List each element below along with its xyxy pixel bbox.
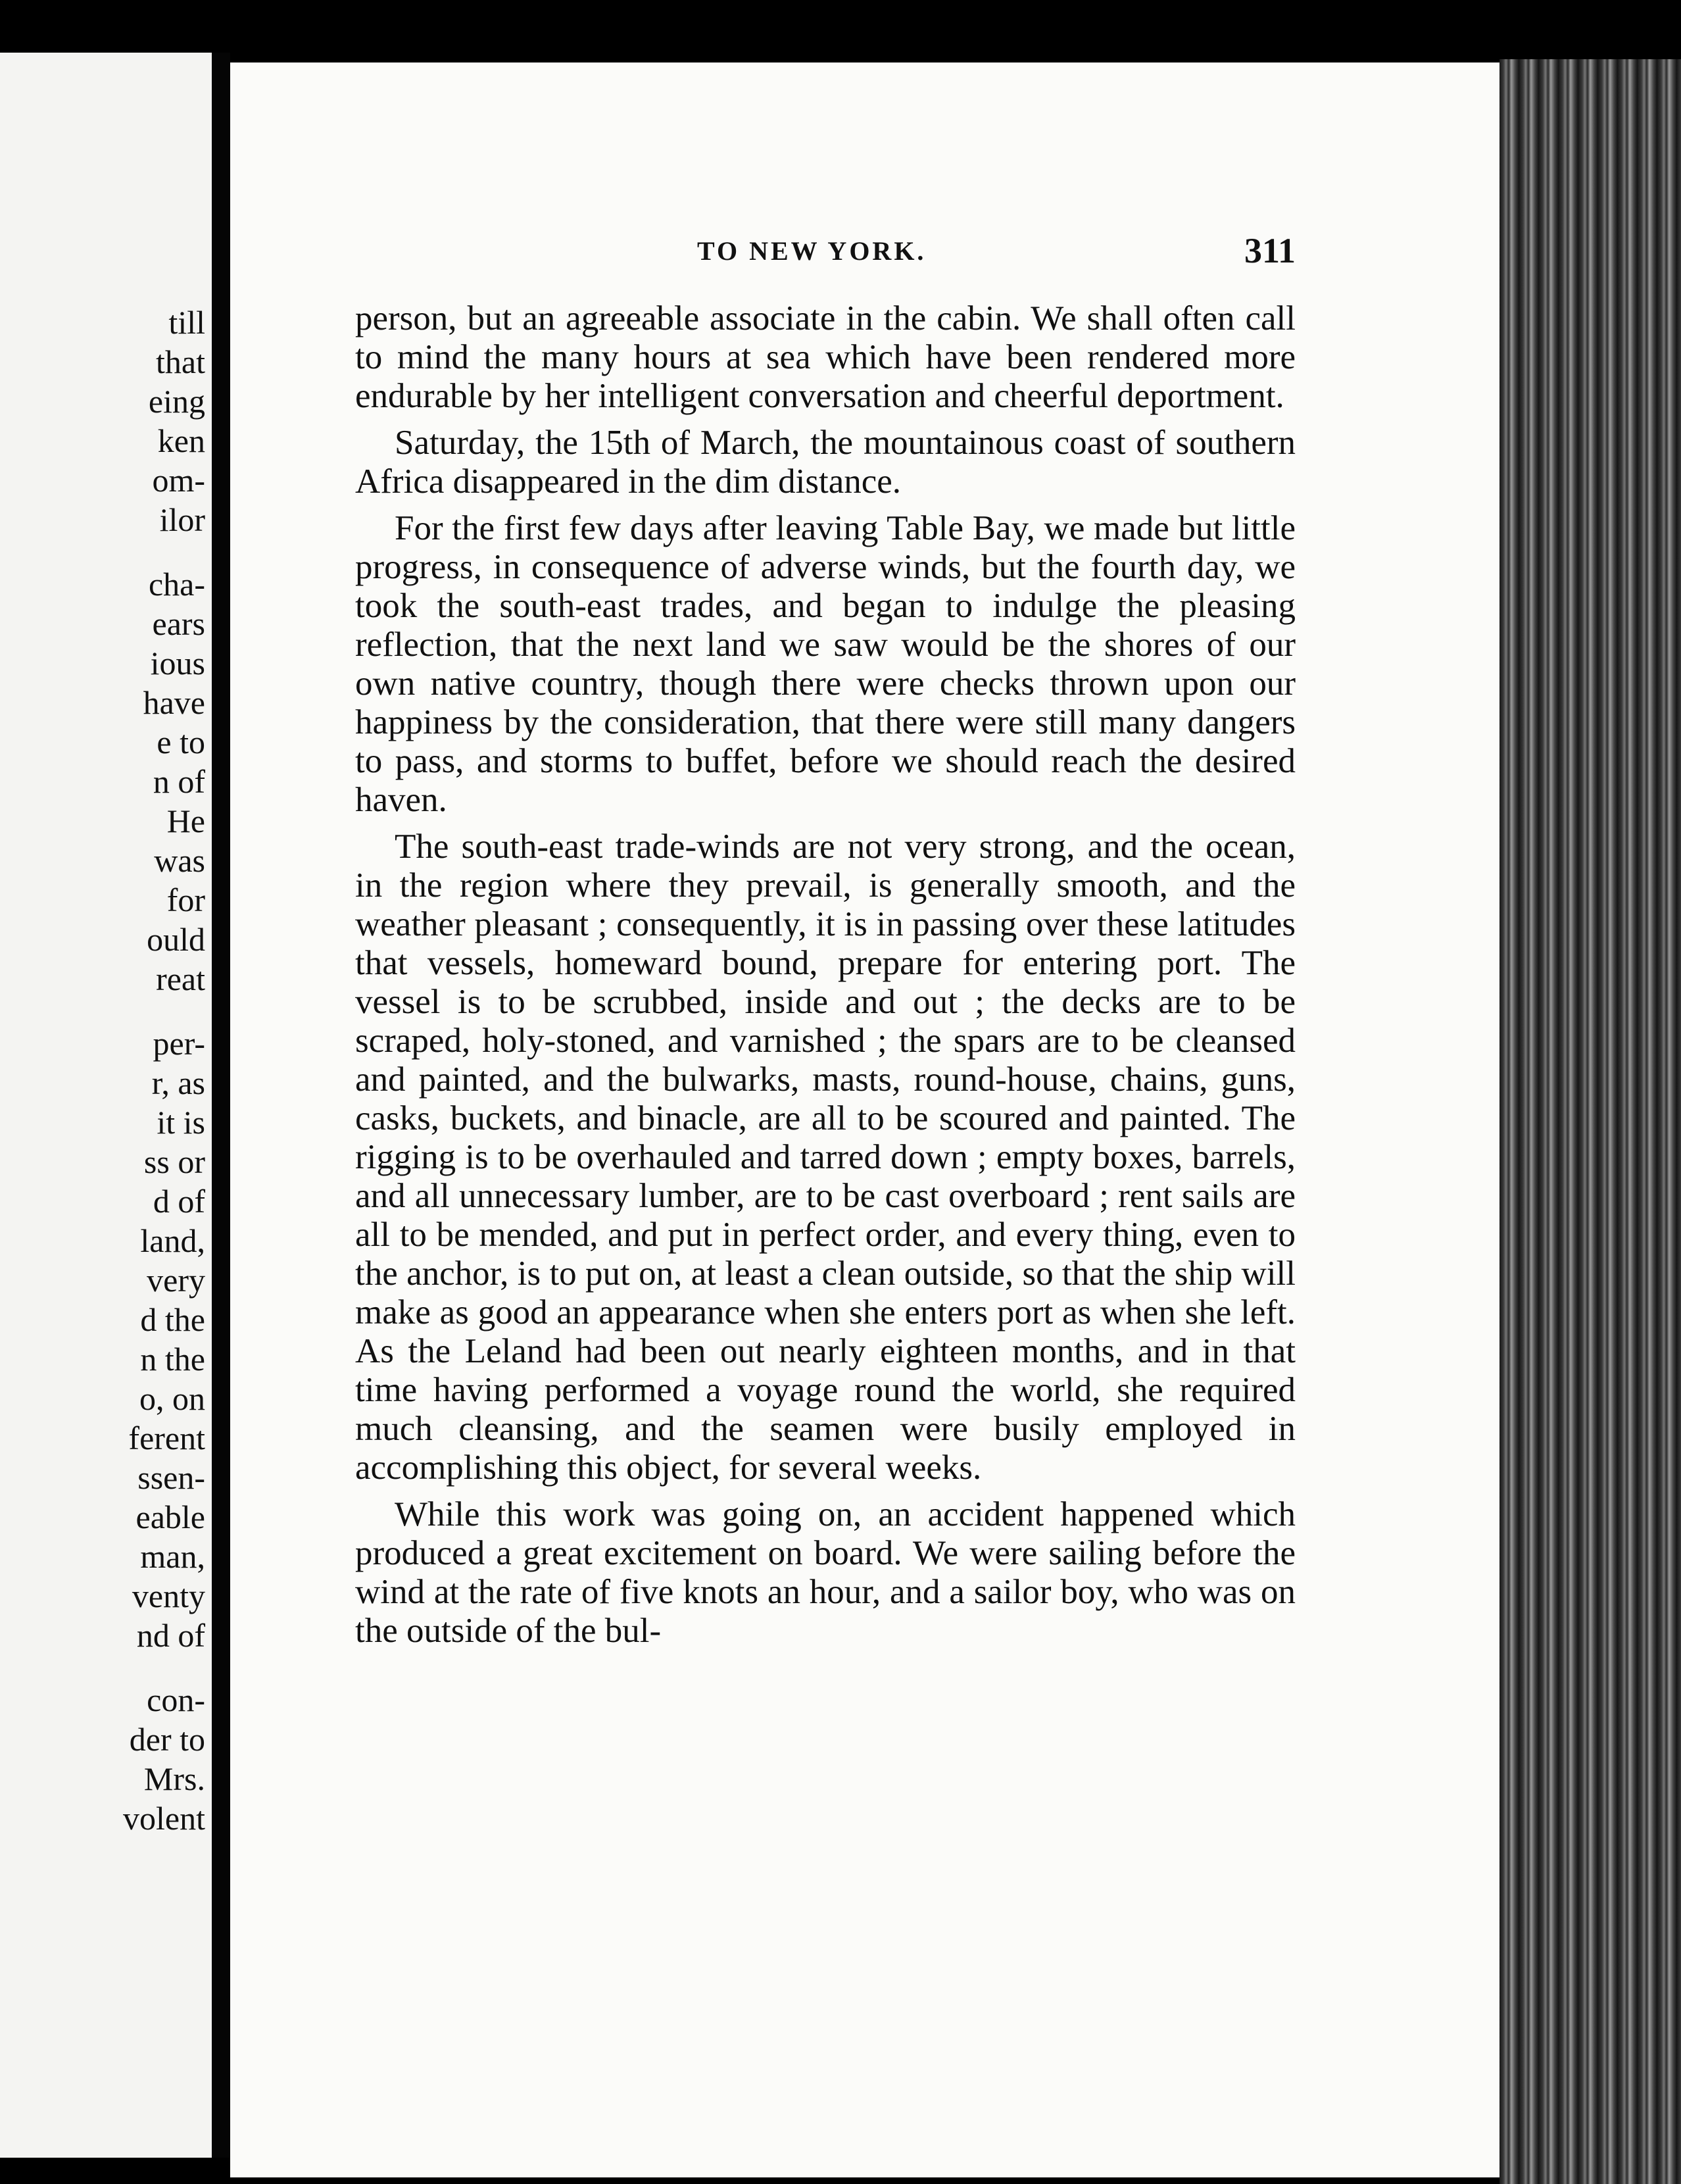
left-page-fragment: venty — [132, 1577, 205, 1614]
left-page-fragment: cha- — [148, 566, 205, 603]
left-page-fragment: eable — [135, 1499, 205, 1535]
left-page-fragment: ould — [147, 921, 205, 958]
page-edge — [1499, 59, 1681, 2184]
page-number: 311 — [1244, 231, 1296, 270]
left-page-fragment: ss or — [143, 1143, 205, 1180]
left-page-fragment: reat — [156, 960, 205, 997]
left-page-fragment: it is — [157, 1104, 205, 1141]
left-page-fragment: o, on — [139, 1380, 205, 1417]
left-page-fragment: ears — [152, 605, 205, 642]
left-page-fragment: om- — [152, 462, 205, 499]
left-page-fragment: ken — [157, 422, 205, 459]
paragraph: The south-east trade-winds are not very strong, and the ocean, in the region where they prevail, is generally smooth, and the weather pleasant ; consequently, it is in passing over these latitudes that vessels, homeward bound, prepare for entering port. The vessel is to be scrubbed, inside and out ; the decks are to be scraped, holy-stoned, and varnished ; the spars are to be cleansed and painted, and the bulwarks, masts, round-house, chains, guns, casks, buckets, and binacle, are all to be scoured and painted. The rigging is to be overhauled and tarred down ; empty boxes, barrels, and all unnecessary lumber, are to be cast overboard ; rent sails are all to be mended, and put in perfect order, and every thing, even to the anchor, is to put on, at least a clean outside, so that the ship will make as good an appearance when she enters port as when she left. As the Leland had been out nearly eighteen months, and in that time having performed a voyage round the world, she required much cleansing, and the seamen were busily employed in accomplishing this object, for several weeks. — [355, 828, 1296, 1487]
left-page-fragment: was — [154, 842, 205, 879]
left-page-fragment: con- — [147, 1681, 205, 1718]
paragraph: person, but an agreeable associate in the cabin. We shall often call to mind the many hours at sea which have been rendered more endurable by her intelligent conversation and cheerful deportment. — [355, 299, 1296, 415]
running-head: TO NEW YORK. — [697, 236, 927, 266]
left-page-fragment: have — [143, 684, 205, 721]
left-page-fragment: n the — [140, 1341, 205, 1377]
left-page-fragment: for — [166, 881, 205, 918]
left-page-fragment: d the — [140, 1301, 205, 1338]
left-page-fragment: n of — [153, 763, 205, 800]
left-page-fragment: nd of — [136, 1617, 205, 1654]
left-page — [0, 53, 212, 2158]
left-page-fragment: r, as — [151, 1064, 205, 1101]
left-page-fragment: He — [166, 803, 205, 839]
paragraph: For the first few days after leaving Table Bay, we made but little progress, in consequence of adverse winds, but the fourth day, we took the south-east trades, and began to indulge the pleasing reflection, that the next land we saw would be the shores of our own native country, though there were checks thrown upon our happiness by the consideration, that there were still many dangers to pass, and storms to buffet, before we should reach the desired haven. — [355, 509, 1296, 819]
left-page-fragment: e to — [157, 724, 205, 760]
body-text — [355, 299, 1296, 1658]
left-page-fragment: volent — [123, 1800, 205, 1837]
left-page-fragment: land, — [140, 1222, 205, 1259]
left-page-fragment: ssen- — [137, 1459, 205, 1496]
left-page-fragment: that — [156, 343, 205, 380]
left-page-fragment: ilor — [159, 501, 205, 538]
left-page-fragment: per- — [153, 1025, 205, 1062]
left-page-fragment: eing — [148, 383, 205, 420]
left-page-text-fragments — [0, 303, 205, 1838]
paragraph: While this work was going on, an accident happened which produced a great excitement on board. We were sailing before the wind at the rate of five knots an hour, and a sailor boy, who was on the outside of the bul- — [355, 1495, 1296, 1650]
left-page-fragment: Mrs. — [143, 1760, 205, 1797]
left-page-fragment: der to — [129, 1721, 205, 1758]
book-gutter — [212, 53, 230, 2158]
left-page-fragment: d of — [153, 1183, 205, 1220]
page-header — [355, 230, 1296, 276]
left-page-fragment: till — [168, 304, 205, 341]
left-page-fragment: very — [147, 1262, 205, 1299]
left-page-fragment: ferent — [128, 1420, 205, 1456]
paragraph: Saturday, the 15th of March, the mountainous coast of southern Africa disappeared in the dim distance. — [355, 424, 1296, 501]
left-page-fragment: ious — [150, 645, 205, 682]
left-page-fragment: man, — [140, 1538, 205, 1575]
